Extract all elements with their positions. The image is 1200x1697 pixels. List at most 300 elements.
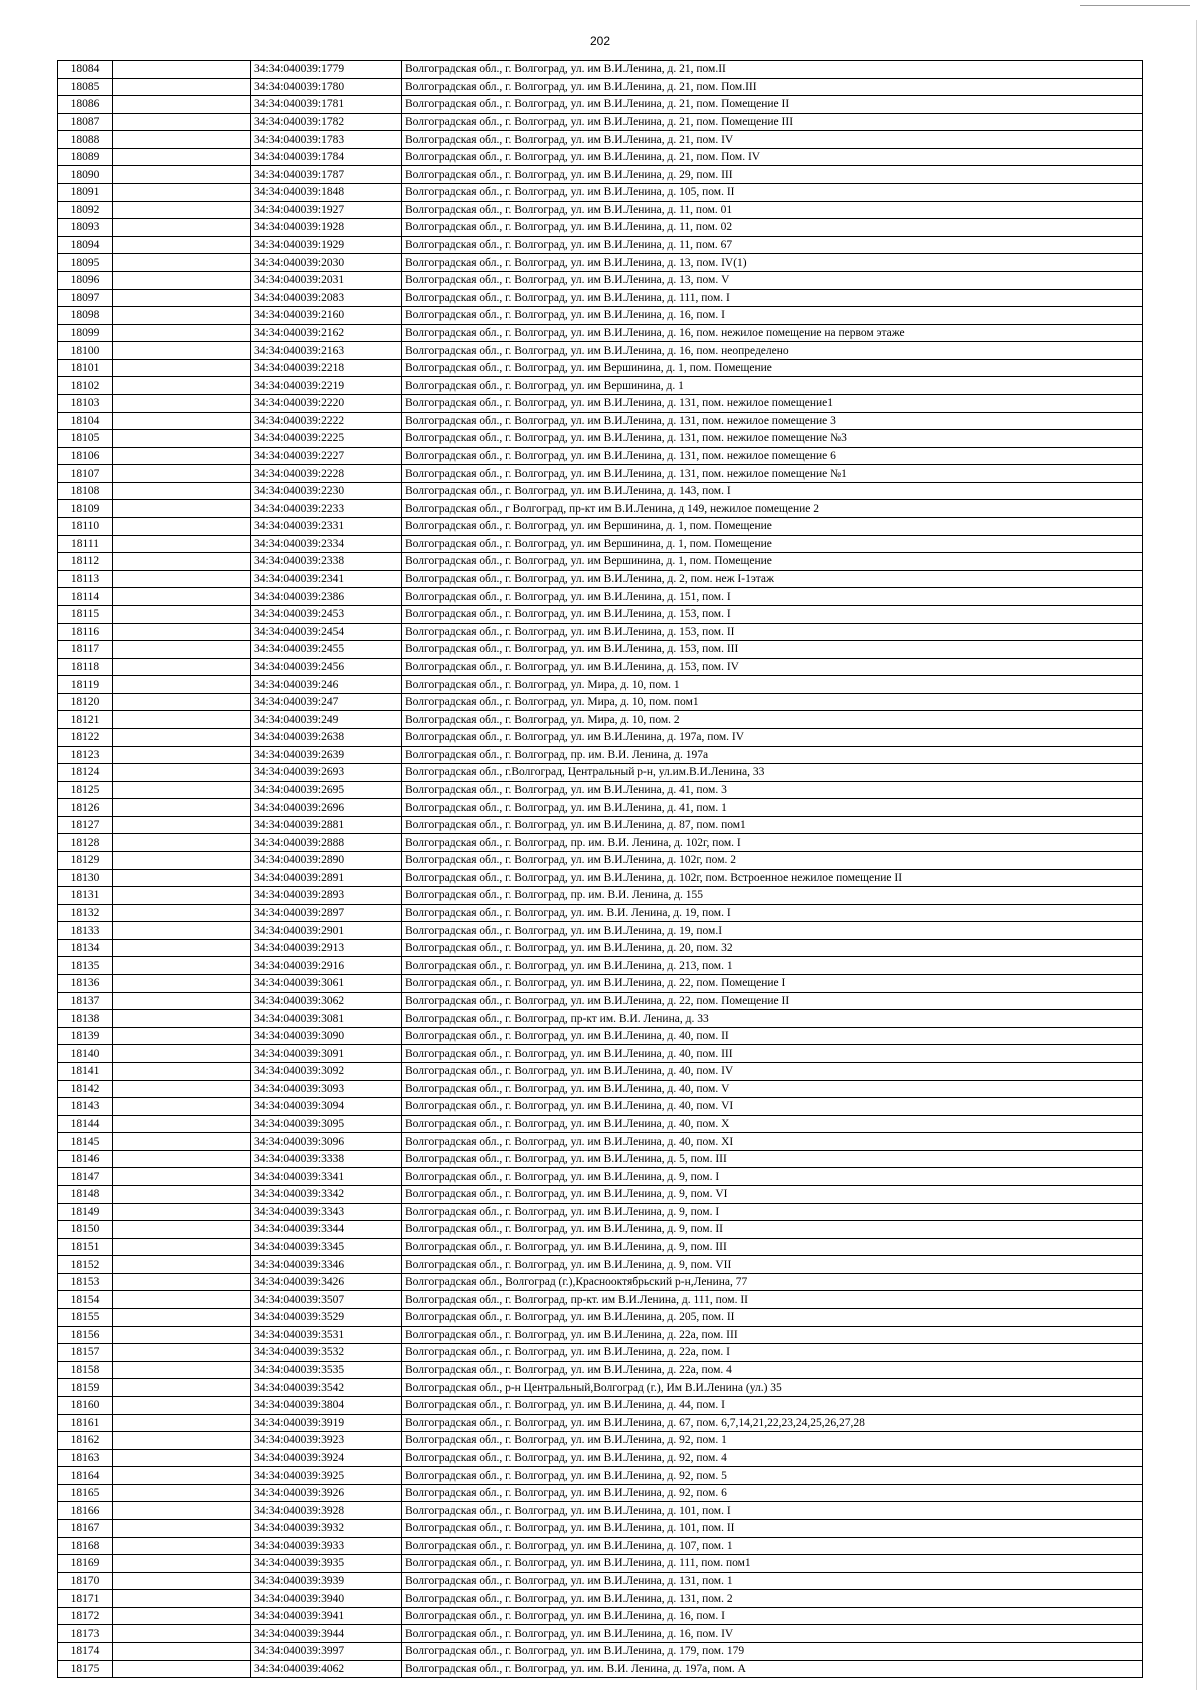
cadastral-number-cell: 34:34:040039:3344 (251, 1221, 402, 1239)
cadastral-number-cell: 34:34:040039:1779 (251, 61, 402, 79)
empty-cell (113, 430, 251, 448)
table-row (58, 289, 1143, 307)
cadastral-number-cell: 34:34:040039:2890 (251, 852, 402, 870)
row-number-cell: 18087 (58, 113, 113, 131)
empty-cell (113, 201, 251, 219)
row-number-cell: 18106 (58, 447, 113, 465)
empty-cell (113, 394, 251, 412)
empty-cell (113, 553, 251, 571)
address-cell: Волгоградская обл., г. Волгоград, ул. им В.И.Ленина, д. 9, пом. II (402, 1221, 1143, 1239)
cadastral-number-cell: 34:34:040039:3426 (251, 1273, 402, 1291)
row-number-cell: 18138 (58, 1010, 113, 1028)
table-row (58, 1273, 1143, 1291)
empty-cell (113, 1467, 251, 1485)
table-row (58, 1115, 1143, 1133)
cadastral-number-cell: 34:34:040039:3531 (251, 1326, 402, 1344)
address-cell: Волгоградская обл., г. Волгоград, ул. Мира, д. 10, пом. пом1 (402, 693, 1143, 711)
scan-edge-rule (1080, 5, 1190, 6)
address-cell: Волгоградская обл., г. Волгоград, ул. им В.И.Ленина, д. 41, пом. 3 (402, 781, 1143, 799)
cadastral-number-cell: 34:34:040039:2334 (251, 535, 402, 553)
table-row (58, 96, 1143, 114)
cadastral-number-cell: 34:34:040039:2227 (251, 447, 402, 465)
table-row (58, 869, 1143, 887)
empty-cell (113, 1256, 251, 1274)
address-cell: Волгоградская обл., г. Волгоград, ул. им В.И.Ленина, д. 131, пом. нежилое помещение №1 (402, 465, 1143, 483)
empty-cell (113, 61, 251, 79)
table-row (58, 500, 1143, 518)
cadastral-number-cell: 34:34:040039:2230 (251, 482, 402, 500)
empty-cell (113, 1432, 251, 1450)
cadastral-number-cell: 34:34:040039:1787 (251, 166, 402, 184)
register-table-body (58, 61, 1143, 1678)
address-cell: Волгоградская обл., г. Волгоград, ул. им В.И.Ленина, д. 21, пом. Пом. IV (402, 148, 1143, 166)
address-cell: Волгоградская обл., г. Волгоград, ул. им В.И.Ленина, д. 16, пом. неопределено (402, 342, 1143, 360)
empty-cell (113, 1519, 251, 1537)
address-cell: Волгоградская обл., г. Волгоград, ул. им В.И.Ленина, д. 9, пом. VII (402, 1256, 1143, 1274)
cadastral-number-cell: 34:34:040039:3096 (251, 1133, 402, 1151)
row-number-cell: 18102 (58, 377, 113, 395)
address-cell: Волгоградская обл., г. Волгоград, ул. им В.И.Ленина, д. 21, пом. Помещение III (402, 113, 1143, 131)
table-row (58, 1467, 1143, 1485)
empty-cell (113, 711, 251, 729)
address-cell: Волгоградская обл., г. Волгоград, ул. им В.И.Ленина, д. 20, пом. 32 (402, 939, 1143, 957)
empty-cell (113, 1150, 251, 1168)
table-row (58, 1010, 1143, 1028)
address-cell: Волгоградская обл., г. Волгоград, ул. им В.И.Ленина, д. 131, пом. нежилое помещение 6 (402, 447, 1143, 465)
table-row (58, 1502, 1143, 1520)
empty-cell (113, 500, 251, 518)
table-row (58, 535, 1143, 553)
cadastral-number-cell: 34:34:040039:2453 (251, 605, 402, 623)
row-number-cell: 18170 (58, 1572, 113, 1590)
address-cell: Волгоградская обл., г. Волгоград, ул. им В.И.Ленина, д. 102г, пом. Встроенное нежилое помещение II (402, 869, 1143, 887)
row-number-cell: 18140 (58, 1045, 113, 1063)
table-row (58, 746, 1143, 764)
address-cell: Волгоградская обл., г. Волгоград, ул. им В.И.Ленина, д. 131, пом. 1 (402, 1572, 1143, 1590)
table-row (58, 658, 1143, 676)
address-cell: Волгоградская обл., г. Волгоград, пр-кт им. В.И. Ленина, д. 33 (402, 1010, 1143, 1028)
row-number-cell: 18120 (58, 693, 113, 711)
empty-cell (113, 1502, 251, 1520)
address-cell: Волгоградская обл., г. Волгоград, ул. им В.И.Ленина, д. 101, пом. I (402, 1502, 1143, 1520)
address-cell: Волгоградская обл., г. Волгоград, ул. им В.И.Ленина, д. 153, пом. I (402, 605, 1143, 623)
row-number-cell: 18114 (58, 588, 113, 606)
cadastral-number-cell: 34:34:040039:3997 (251, 1643, 402, 1661)
cadastral-number-cell: 34:34:040039:2341 (251, 570, 402, 588)
table-row (58, 465, 1143, 483)
empty-cell (113, 78, 251, 96)
address-cell: Волгоградская обл., г. Волгоград, ул. им В.И.Ленина, д. 22а, пом. 4 (402, 1361, 1143, 1379)
address-cell: Волгоградская обл., г. Волгоград, ул. им В.И.Ленина, д. 40, пом. IV (402, 1062, 1143, 1080)
table-row (58, 1432, 1143, 1450)
table-row (58, 1484, 1143, 1502)
cadastral-number-cell: 34:34:040039:3535 (251, 1361, 402, 1379)
cadastral-number-cell: 34:34:040039:2163 (251, 342, 402, 360)
table-row (58, 1660, 1143, 1678)
empty-cell (113, 799, 251, 817)
cadastral-number-cell: 34:34:040039:2893 (251, 887, 402, 905)
table-row (58, 1045, 1143, 1063)
empty-cell (113, 922, 251, 940)
empty-cell (113, 676, 251, 694)
address-cell: Волгоградская обл., г. Волгоград, ул. им В.И.Ленина, д. 16, пом. I (402, 307, 1143, 325)
row-number-cell: 18131 (58, 887, 113, 905)
page-number: 202 (589, 34, 611, 48)
table-row (58, 1555, 1143, 1573)
row-number-cell: 18112 (58, 553, 113, 571)
cadastral-number-cell: 34:34:040039:3529 (251, 1309, 402, 1327)
cadastral-number-cell: 34:34:040039:1848 (251, 184, 402, 202)
row-number-cell: 18122 (58, 728, 113, 746)
address-cell: Волгоградская обл., г. Волгоград, ул. им В.И.Ленина, д. 107, пом. 1 (402, 1537, 1143, 1555)
cadastral-number-cell: 34:34:040039:3804 (251, 1396, 402, 1414)
empty-cell (113, 693, 251, 711)
row-number-cell: 18127 (58, 816, 113, 834)
empty-cell (113, 342, 251, 360)
row-number-cell: 18107 (58, 465, 113, 483)
empty-cell (113, 1379, 251, 1397)
cadastral-number-cell: 34:34:040039:1927 (251, 201, 402, 219)
address-cell: Волгоградская обл., г. Волгоград, ул. им В.И.Ленина, д. 29, пом. III (402, 166, 1143, 184)
row-number-cell: 18094 (58, 236, 113, 254)
empty-cell (113, 307, 251, 325)
empty-cell (113, 447, 251, 465)
empty-cell (113, 834, 251, 852)
row-number-cell: 18090 (58, 166, 113, 184)
table-row (58, 1150, 1143, 1168)
row-number-cell: 18175 (58, 1660, 113, 1678)
row-number-cell: 18126 (58, 799, 113, 817)
cadastral-number-cell: 34:34:040039:2219 (251, 377, 402, 395)
empty-cell (113, 184, 251, 202)
address-cell: Волгоградская обл., г. Волгоград, ул. им В.И.Ленина, д. 9, пом. I (402, 1203, 1143, 1221)
address-cell: Волгоградская обл., г. Волгоград, ул. Мира, д. 10, пом. 2 (402, 711, 1143, 729)
empty-cell (113, 1273, 251, 1291)
table-row (58, 676, 1143, 694)
table-row (58, 1203, 1143, 1221)
empty-cell (113, 816, 251, 834)
row-number-cell: 18089 (58, 148, 113, 166)
empty-cell (113, 271, 251, 289)
empty-cell (113, 1396, 251, 1414)
address-cell: Волгоградская обл., г. Волгоград, ул. им В.И.Ленина, д. 197а, пом. IV (402, 728, 1143, 746)
cadastral-number-cell: 34:34:040039:2331 (251, 518, 402, 536)
empty-cell (113, 1361, 251, 1379)
empty-cell (113, 482, 251, 500)
empty-cell (113, 1291, 251, 1309)
row-number-cell: 18123 (58, 746, 113, 764)
address-cell: Волгоградская обл., г. Волгоград, ул. им В.И.Ленина, д. 16, пом. I (402, 1607, 1143, 1625)
row-number-cell: 18113 (58, 570, 113, 588)
empty-cell (113, 1344, 251, 1362)
empty-cell (113, 1168, 251, 1186)
empty-cell (113, 113, 251, 131)
empty-cell (113, 236, 251, 254)
table-row (58, 816, 1143, 834)
cadastral-number-cell: 34:34:040039:3935 (251, 1555, 402, 1573)
address-cell: Волгоградская обл., г.Волгоград, Центральный р-н, ул.им.В.И.Ленина, 33 (402, 764, 1143, 782)
empty-cell (113, 1537, 251, 1555)
table-row (58, 430, 1143, 448)
row-number-cell: 18152 (58, 1256, 113, 1274)
empty-cell (113, 887, 251, 905)
cadastral-number-cell: 34:34:040039:3341 (251, 1168, 402, 1186)
cadastral-number-cell: 34:34:040039:2891 (251, 869, 402, 887)
empty-cell (113, 1572, 251, 1590)
table-row (58, 992, 1143, 1010)
cadastral-number-cell: 34:34:040039:1929 (251, 236, 402, 254)
row-number-cell: 18171 (58, 1590, 113, 1608)
empty-cell (113, 1660, 251, 1678)
address-cell: Волгоградская обл., г. Волгоград, ул. им В.И.Ленина, д. 40, пом. V (402, 1080, 1143, 1098)
cadastral-number-cell: 34:34:040039:2696 (251, 799, 402, 817)
address-cell: Волгоградская обл., г. Волгоград, ул. им В.И.Ленина, д. 213, пом. 1 (402, 957, 1143, 975)
empty-cell (113, 1203, 251, 1221)
empty-cell (113, 869, 251, 887)
row-number-cell: 18093 (58, 219, 113, 237)
cadastral-number-cell: 34:34:040039:1784 (251, 148, 402, 166)
address-cell: Волгоградская обл., г. Волгоград, ул. им В.И.Ленина, д. 16, пом. нежилое помещение на первом этаже (402, 324, 1143, 342)
empty-cell (113, 781, 251, 799)
empty-cell (113, 957, 251, 975)
row-number-cell: 18161 (58, 1414, 113, 1432)
row-number-cell: 18158 (58, 1361, 113, 1379)
address-cell: Волгоградская обл., г. Волгоград, ул. им В.И.Ленина, д. 179, пом. 179 (402, 1643, 1143, 1661)
empty-cell (113, 1027, 251, 1045)
cadastral-number-cell: 34:34:040039:2888 (251, 834, 402, 852)
empty-cell (113, 465, 251, 483)
table-row (58, 1643, 1143, 1661)
address-cell: Волгоградская обл., г. Волгоград, ул. им В.И.Ленина, д. 205, пом. II (402, 1309, 1143, 1327)
address-cell: Волгоградская обл., г. Волгоград, ул. им В.И.Ленина, д. 111, пом. I (402, 289, 1143, 307)
cadastral-number-cell: 34:34:040039:3941 (251, 1607, 402, 1625)
table-row (58, 887, 1143, 905)
cadastral-number-cell: 34:34:040039:3061 (251, 975, 402, 993)
table-row (58, 1309, 1143, 1327)
address-cell: Волгоградская обл., г. Волгоград, ул. им В.И.Ленина, д. 11, пом. 01 (402, 201, 1143, 219)
table-row (58, 1291, 1143, 1309)
table-row (58, 570, 1143, 588)
address-cell: Волгоградская обл., г. Волгоград, ул. им В.И.Ленина, д. 21, пом. Помещение II (402, 96, 1143, 114)
table-row (58, 131, 1143, 149)
row-number-cell: 18144 (58, 1115, 113, 1133)
table-row (58, 1344, 1143, 1362)
cadastral-number-cell: 34:34:040039:2162 (251, 324, 402, 342)
cadastral-number-cell: 34:34:040039:3338 (251, 1150, 402, 1168)
cadastral-number-cell: 34:34:040039:2916 (251, 957, 402, 975)
cadastral-number-cell: 34:34:040039:3919 (251, 1414, 402, 1432)
cadastral-number-cell: 34:34:040039:2901 (251, 922, 402, 940)
table-row (58, 1168, 1143, 1186)
address-cell: Волгоградская обл., г. Волгоград, ул. им В.И.Ленина, д. 111, пом. пом1 (402, 1555, 1143, 1573)
cadastral-number-cell: 34:34:040039:3542 (251, 1379, 402, 1397)
table-row (58, 1590, 1143, 1608)
empty-cell (113, 992, 251, 1010)
row-number-cell: 18086 (58, 96, 113, 114)
empty-cell (113, 1590, 251, 1608)
cadastral-number-cell: 34:34:040039:2638 (251, 728, 402, 746)
table-row (58, 78, 1143, 96)
empty-cell (113, 166, 251, 184)
address-cell: Волгоградская обл., г. Волгоград, ул. им. В.И. Ленина, д. 197а, пом. А (402, 1660, 1143, 1678)
table-row (58, 482, 1143, 500)
address-cell: Волгоградская обл., г. Волгоград, ул. им В.И.Ленина, д. 21, пом. Пом.III (402, 78, 1143, 96)
table-row (58, 693, 1143, 711)
address-cell: Волгоградская обл., г. Волгоград, ул. им В.И.Ленина, д. 22а, пом. I (402, 1344, 1143, 1362)
row-number-cell: 18124 (58, 764, 113, 782)
cadastral-number-cell: 34:34:040039:3928 (251, 1502, 402, 1520)
row-number-cell: 18116 (58, 623, 113, 641)
table-row (58, 1449, 1143, 1467)
row-number-cell: 18150 (58, 1221, 113, 1239)
table-row (58, 1098, 1143, 1116)
address-cell: Волгоградская обл., г. Волгоград, ул. им В.И.Ленина, д. 40, пом. III (402, 1045, 1143, 1063)
table-row (58, 518, 1143, 536)
row-number-cell: 18099 (58, 324, 113, 342)
row-number-cell: 18119 (58, 676, 113, 694)
cadastral-number-cell: 34:34:040039:3507 (251, 1291, 402, 1309)
table-row (58, 1133, 1143, 1151)
cadastral-number-cell: 34:34:040039:2695 (251, 781, 402, 799)
cadastral-number-cell: 34:34:040039:3932 (251, 1519, 402, 1537)
row-number-cell: 18156 (58, 1326, 113, 1344)
row-number-cell: 18157 (58, 1344, 113, 1362)
cadastral-number-cell: 34:34:040039:2456 (251, 658, 402, 676)
empty-cell (113, 605, 251, 623)
row-number-cell: 18173 (58, 1625, 113, 1643)
address-cell: Волгоградская обл., г. Волгоград, ул. им В.И.Ленина, д. 16, пом. IV (402, 1625, 1143, 1643)
address-cell: Волгоградская обл., г. Волгоград, ул. им В.И.Ленина, д. 9, пом. VI (402, 1186, 1143, 1204)
address-cell: Волгоградская обл., г. Волгоград, ул. им В.И.Ленина, д. 143, пом. I (402, 482, 1143, 500)
table-row (58, 1256, 1143, 1274)
cadastral-number-cell: 34:34:040039:2218 (251, 359, 402, 377)
cadastral-number-cell: 34:34:040039:3094 (251, 1098, 402, 1116)
table-row (58, 834, 1143, 852)
cadastral-number-cell: 34:34:040039:249 (251, 711, 402, 729)
cadastral-number-cell: 34:34:040039:1780 (251, 78, 402, 96)
row-number-cell: 18096 (58, 271, 113, 289)
cadastral-number-cell: 34:34:040039:3346 (251, 1256, 402, 1274)
table-row (58, 1414, 1143, 1432)
empty-cell (113, 219, 251, 237)
table-row (58, 184, 1143, 202)
empty-cell (113, 975, 251, 993)
empty-cell (113, 623, 251, 641)
table-row (58, 1519, 1143, 1537)
table-row (58, 605, 1143, 623)
row-number-cell: 18166 (58, 1502, 113, 1520)
cadastral-number-cell: 34:34:040039:3090 (251, 1027, 402, 1045)
cadastral-number-cell: 34:34:040039:3923 (251, 1432, 402, 1450)
empty-cell (113, 658, 251, 676)
cadastral-number-cell: 34:34:040039:1783 (251, 131, 402, 149)
row-number-cell: 18111 (58, 535, 113, 553)
cadastral-number-cell: 34:34:040039:2030 (251, 254, 402, 272)
row-number-cell: 18174 (58, 1643, 113, 1661)
address-cell: Волгоградская обл., г. Волгоград, ул. им В.И.Ленина, д. 44, пом. I (402, 1396, 1143, 1414)
table-row (58, 236, 1143, 254)
row-number-cell: 18159 (58, 1379, 113, 1397)
table-row (58, 1537, 1143, 1555)
address-cell: Волгоградская обл., г. Волгоград, ул. им В.И.Ленина, д. 21, пом. IV (402, 131, 1143, 149)
row-number-cell: 18162 (58, 1432, 113, 1450)
row-number-cell: 18163 (58, 1449, 113, 1467)
address-cell: Волгоградская обл., г. Волгоград, ул. им В.И.Ленина, д. 92, пом. 4 (402, 1449, 1143, 1467)
cadastral-number-cell: 34:34:040039:3093 (251, 1080, 402, 1098)
address-cell: Волгоградская обл., г. Волгоград, ул. им Вершинина, д. 1, пом. Помещение (402, 535, 1143, 553)
row-number-cell: 18153 (58, 1273, 113, 1291)
empty-cell (113, 1449, 251, 1467)
row-number-cell: 18151 (58, 1238, 113, 1256)
row-number-cell: 18154 (58, 1291, 113, 1309)
address-cell: Волгоградская обл., г. Волгоград, ул. им В.И.Ленина, д. 11, пом. 67 (402, 236, 1143, 254)
table-row (58, 957, 1143, 975)
cadastral-register-table (57, 60, 1143, 1678)
address-cell: Волгоградская обл., г. Волгоград, ул. им В.И.Ленина, д. 92, пом. 5 (402, 1467, 1143, 1485)
table-row (58, 1221, 1143, 1239)
table-row (58, 975, 1143, 993)
row-number-cell: 18084 (58, 61, 113, 79)
row-number-cell: 18149 (58, 1203, 113, 1221)
row-number-cell: 18105 (58, 430, 113, 448)
address-cell: Волгоградская обл., г. Волгоград, ул. им В.И.Ленина, д. 22, пом. Помещение I (402, 975, 1143, 993)
row-number-cell: 18134 (58, 939, 113, 957)
empty-cell (113, 570, 251, 588)
table-row (58, 1080, 1143, 1098)
row-number-cell: 18092 (58, 201, 113, 219)
row-number-cell: 18137 (58, 992, 113, 1010)
row-number-cell: 18139 (58, 1027, 113, 1045)
table-row (58, 553, 1143, 571)
row-number-cell: 18110 (58, 518, 113, 536)
row-number-cell: 18165 (58, 1484, 113, 1502)
row-number-cell: 18164 (58, 1467, 113, 1485)
table-row (58, 641, 1143, 659)
empty-cell (113, 412, 251, 430)
row-number-cell: 18088 (58, 131, 113, 149)
cadastral-number-cell: 34:34:040039:3062 (251, 992, 402, 1010)
row-number-cell: 18132 (58, 904, 113, 922)
table-row (58, 359, 1143, 377)
table-row (58, 852, 1143, 870)
address-cell: Волгоградская обл., г. Волгоград, ул. им В.И.Ленина, д. 13, пом. V (402, 271, 1143, 289)
cadastral-number-cell: 34:34:040039:247 (251, 693, 402, 711)
empty-cell (113, 1484, 251, 1502)
empty-cell (113, 1186, 251, 1204)
empty-cell (113, 1326, 251, 1344)
row-number-cell: 18104 (58, 412, 113, 430)
empty-cell (113, 904, 251, 922)
table-row (58, 781, 1143, 799)
cadastral-number-cell: 34:34:040039:2225 (251, 430, 402, 448)
scan-edge-shadow (1196, 20, 1197, 1690)
address-cell: Волгоградская обл., г. Волгоград, ул. им Вершинина, д. 1, пом. Помещение (402, 518, 1143, 536)
table-row (58, 1062, 1143, 1080)
address-cell: Волгоградская обл., г. Волгоград, ул. им В.И.Ленина, д. 41, пом. 1 (402, 799, 1143, 817)
address-cell: Волгоградская обл., г. Волгоград, ул. им В.И.Ленина, д. 67, пом. 6,7,14,21,22,23,24,25,26,27,28 (402, 1414, 1143, 1432)
empty-cell (113, 1238, 251, 1256)
cadastral-number-cell: 34:34:040039:3081 (251, 1010, 402, 1028)
empty-cell (113, 359, 251, 377)
row-number-cell: 18121 (58, 711, 113, 729)
table-row (58, 271, 1143, 289)
cadastral-number-cell: 34:34:040039:2454 (251, 623, 402, 641)
table-row (58, 342, 1143, 360)
cadastral-number-cell: 34:34:040039:2233 (251, 500, 402, 518)
address-cell: Волгоградская обл., г. Волгоград, ул. им В.И.Ленина, д. 40, пом. II (402, 1027, 1143, 1045)
row-number-cell: 18101 (58, 359, 113, 377)
address-cell: Волгоградская обл., г. Волгоград, ул. им В.И.Ленина, д. 153, пом. II (402, 623, 1143, 641)
